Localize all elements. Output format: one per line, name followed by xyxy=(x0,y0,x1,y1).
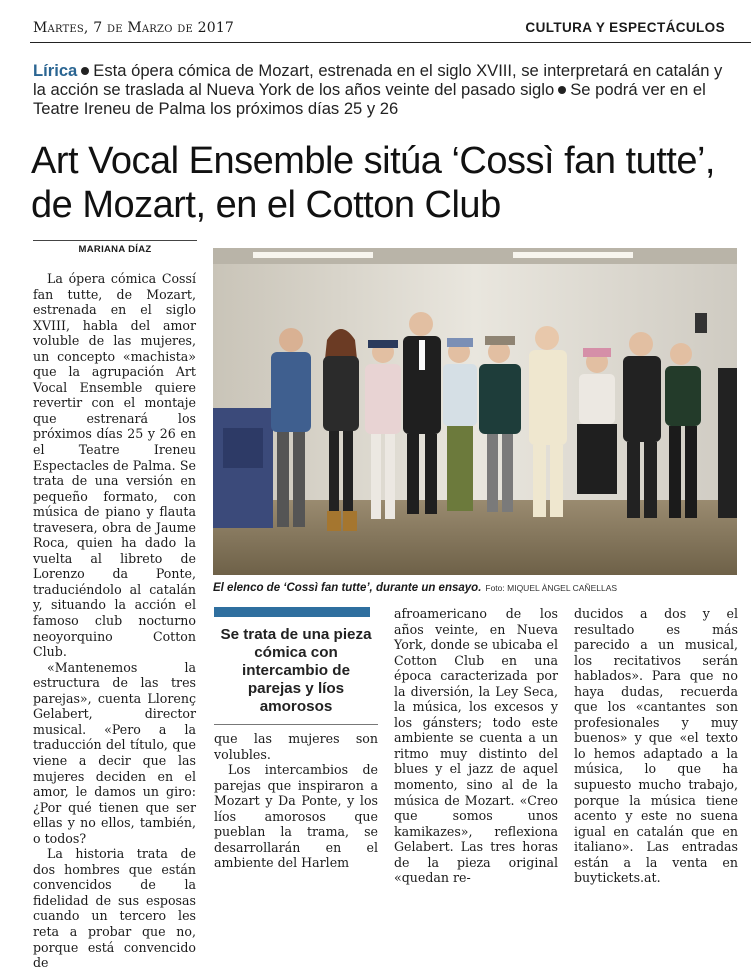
byline-rule xyxy=(33,240,197,241)
pull-quote-rule xyxy=(214,724,378,725)
paragraph: ducidos a dos y el resultado es más parecido a un musical, los recitativos serán hablados». Para que no haya dudas, recuerda que los «cantantes son profesionales y muy buenos» y que «el texto lo hemos adaptado a la música, lo que ha supuesto mucho trabajo, porque la música tiene acento y este no suena igual en catalán que en italiano». Las entradas están a la venta en buytickets.at. xyxy=(574,606,738,886)
cast-photo xyxy=(213,248,737,575)
paragraph: «Mantenemos la estructura de las tres parejas», cuenta Llorenç Gelabert, director musical. «Pero a la traducción del título, que viene a decir que las mujeres deciden en el amor, le damos un giro: ¿Por qué tienen que ser ellas y no ellos, también, o todos? xyxy=(33,659,196,846)
paragraph: Los intercambios de parejas que inspiraron a Mozart y Da Ponte, y los líos amorosos que pueblan la trama, se desarrollarán en el ambiente del Harlem xyxy=(214,762,378,871)
pull-quote-bar xyxy=(214,607,370,617)
lede-item: Se podrá ver en el Teatre Ireneu de Palma los próximos días 25 y 26 xyxy=(33,80,706,118)
lede-kicker: Lírica xyxy=(33,61,78,80)
article-column-4 xyxy=(574,606,738,886)
article-column-2 xyxy=(214,731,378,871)
bullet-icon xyxy=(558,86,566,94)
paragraph: La ópera cómica Cossí fan tutte, de Mozart, estrenada en el siglo XVIII, habla del amor voluble de las mujeres, un concepto «machista» que la agrupación Art Vocal Ensemble quiere revertir con el montaje que estrenará los próximos días 25 y 26 en el Teatre Ireneu Espectacles de Palma. Se trata de una versión en pequeño formato, con música de piano y flauta travesera, obra de Jaume Roca, quien ha dado la vuelta al libreto de Lorenzo da Ponte, traduciéndolo al catalán y, situando la acción el famoso club nocturno neoyorquino Cotton Club. xyxy=(33,271,196,660)
lede-item: Esta ópera cómica de Mozart, estrenada en el siglo XVIII, se interpretará en catalán y la acción se traslada al Nueva York de los años veinte del pasado siglo xyxy=(33,61,723,99)
photo-credit: Foto: MIQUEL ÀNGEL CAÑELLAS xyxy=(485,583,618,593)
caption-text: El elenco de ‘Cossì fan tutte’, durante un ensayo. xyxy=(213,582,482,594)
article-column-1 xyxy=(33,271,196,971)
dateline: Martes, 7 de Marzo de 2017 xyxy=(33,20,235,36)
byline: MARIANA DÍAZ xyxy=(78,244,152,255)
photo-caption xyxy=(213,578,737,596)
header-rule xyxy=(30,42,751,43)
pull-quote: Se trata de una pieza cómica con intercambio de parejas y líos amorosos xyxy=(220,626,372,715)
bullet-icon xyxy=(81,67,89,75)
article-column-3 xyxy=(394,606,558,886)
paragraph: La historia trata de dos hombres que están convencidos de la fidelidad de sus esposas cuando un tercero les reta a probar que no, porque está convencido de xyxy=(33,846,196,971)
headline: Art Vocal Ensemble sitúa ‘Cossì fan tutte’, de Mozart, en el Cotton Club xyxy=(31,140,715,226)
paragraph: afroamericano de los años veinte, en Nueva York, donde se ubicaba el Cotton Club en una época caracterizada por la diversión, la Ley Seca, la música, los excesos y los gánsters; todo este ambiente se cuenta a un ritmo muy distinto del blues y el jazz de aquel momento, sino al de la música de Mozart. «Creo que somos unos kamikazes», reflexiona Gelabert. Las tres horas de la pieza original «quedan re- xyxy=(394,606,558,886)
paragraph: que las mujeres son volubles. xyxy=(214,731,378,762)
lede xyxy=(33,61,723,118)
section-title: CULTURA Y ESPECTÁCULOS xyxy=(525,20,725,35)
